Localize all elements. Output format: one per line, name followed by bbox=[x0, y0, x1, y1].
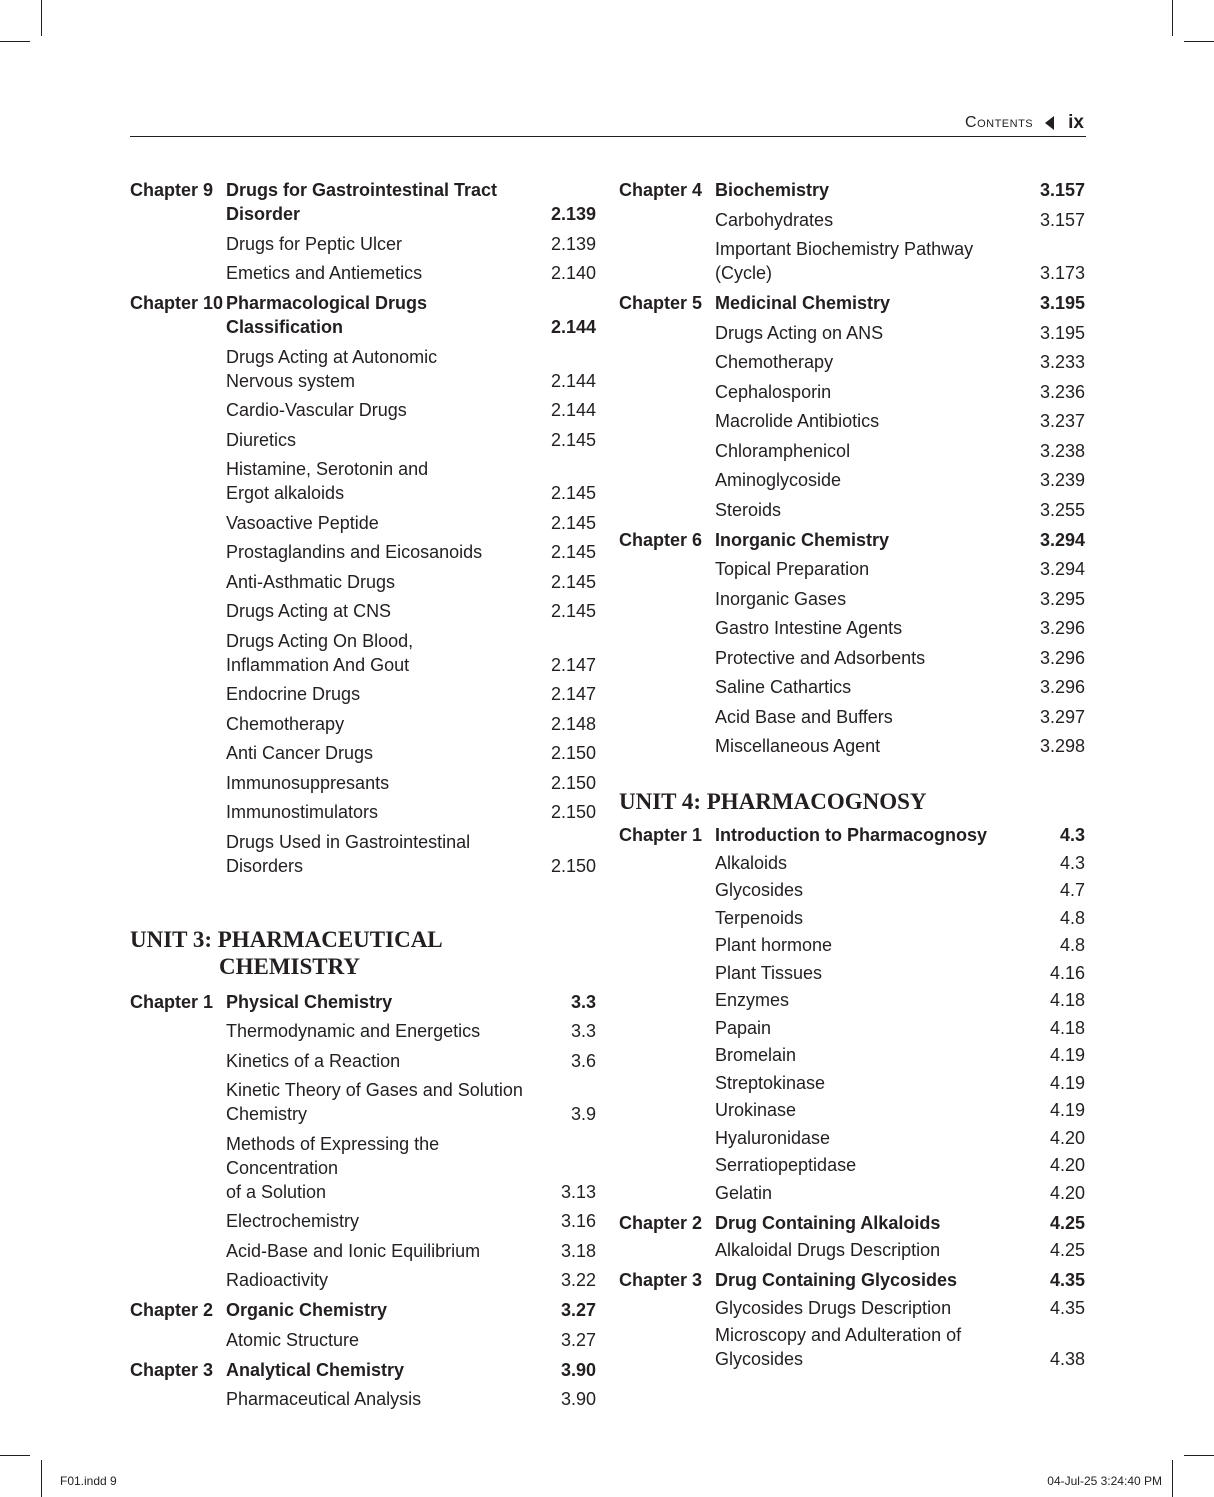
crop-mark bbox=[0, 1455, 30, 1456]
chapter-page: 3.90 bbox=[560, 1359, 596, 1380]
section-entry bbox=[619, 587, 1085, 611]
section-title bbox=[226, 629, 534, 677]
section-title-line: Kinetic Theory of Gases and Solution bbox=[226, 1080, 523, 1100]
chapter-page: 3.294 bbox=[1039, 529, 1085, 550]
chapter-title: Organic Chemistry bbox=[226, 1300, 388, 1320]
section-entry bbox=[130, 800, 596, 824]
chapter-entry bbox=[619, 1268, 1085, 1292]
section-entry bbox=[130, 345, 596, 393]
section-title: Chloramphenicol bbox=[715, 440, 851, 461]
section-page: 3.238 bbox=[1039, 440, 1085, 461]
section-title: Urokinase bbox=[715, 1100, 797, 1120]
section-page: 3.233 bbox=[1039, 352, 1085, 372]
section-title-line: Ergot alkaloids bbox=[226, 483, 345, 503]
section-page: 4.19 bbox=[1049, 1100, 1085, 1120]
section-entry bbox=[619, 734, 1085, 758]
section-entry bbox=[130, 1019, 596, 1043]
crop-mark bbox=[0, 41, 30, 42]
section-entry bbox=[130, 570, 596, 594]
chapter-title bbox=[226, 178, 534, 226]
chapter-page: 2.139 bbox=[550, 204, 596, 224]
section-title: Anti Cancer Drugs bbox=[226, 743, 374, 763]
section-entry bbox=[619, 961, 1085, 985]
section-entry bbox=[130, 599, 596, 623]
section-title-line: Histamine, Serotonin and bbox=[226, 459, 429, 479]
crop-mark bbox=[1172, 0, 1173, 36]
chapter-label: Chapter 10 bbox=[130, 293, 224, 313]
section-page: 4.25 bbox=[1049, 1240, 1085, 1260]
section-page: 2.140 bbox=[550, 263, 596, 283]
section-title: Thermodynamic and Energetics bbox=[226, 1021, 481, 1041]
chapter-title-line: Pharmacological Drugs bbox=[226, 293, 428, 313]
chapter-page: 3.157 bbox=[1039, 180, 1085, 200]
chapter-entry bbox=[619, 823, 1085, 847]
section-entry bbox=[619, 409, 1085, 433]
section-page: 4.3 bbox=[1059, 852, 1085, 873]
section-title: Drugs Acting on ANS bbox=[715, 322, 884, 343]
section-page: 4.18 bbox=[1049, 1017, 1085, 1038]
section-entry bbox=[619, 208, 1085, 232]
section-page: 3.237 bbox=[1039, 411, 1085, 431]
section-title: Chemotherapy bbox=[226, 713, 345, 734]
crop-mark bbox=[1184, 1455, 1214, 1456]
unit-heading bbox=[619, 788, 1085, 815]
section-entry bbox=[619, 988, 1085, 1012]
section-entry bbox=[619, 1043, 1085, 1067]
section-entry bbox=[619, 439, 1085, 463]
chapter-title: Medicinal Chemistry bbox=[715, 293, 891, 313]
section-title bbox=[226, 1078, 534, 1126]
section-entry bbox=[130, 511, 596, 535]
section-title: Macrolide Antibiotics bbox=[715, 411, 880, 431]
chapter-label: Chapter 5 bbox=[619, 293, 703, 313]
unit-heading-line: UNIT 4: PHARMACOGNOSY bbox=[619, 789, 927, 814]
section-title: Drugs for Peptic Ulcer bbox=[226, 233, 403, 254]
section-page: 3.239 bbox=[1039, 470, 1085, 490]
section-entry bbox=[130, 261, 596, 285]
section-entry bbox=[619, 321, 1085, 345]
section-entry bbox=[130, 771, 596, 795]
running-header bbox=[130, 108, 1086, 137]
section-title-line: Nervous system bbox=[226, 370, 356, 391]
chapter-page: 3.195 bbox=[1039, 293, 1085, 313]
section-page: 4.18 bbox=[1049, 990, 1085, 1010]
section-entry bbox=[619, 906, 1085, 930]
section-page: 2.139 bbox=[550, 233, 596, 254]
crop-mark bbox=[1172, 1460, 1173, 1497]
section-title: Glycosides Drugs Description bbox=[715, 1297, 952, 1318]
section-page: 4.19 bbox=[1049, 1045, 1085, 1065]
section-page: 2.147 bbox=[550, 654, 596, 675]
section-title-line: Glycosides bbox=[715, 1349, 804, 1369]
section-title: Kinetics of a Reaction bbox=[226, 1050, 401, 1071]
chapter-title: Inorganic Chemistry bbox=[715, 529, 890, 550]
chapter-entry bbox=[619, 291, 1085, 315]
section-title-line: Drugs Acting at Autonomic bbox=[226, 346, 438, 367]
chapter-title: Physical Chemistry bbox=[226, 991, 393, 1012]
section-entry bbox=[619, 705, 1085, 729]
section-page: 2.148 bbox=[550, 713, 596, 734]
section-page: 4.20 bbox=[1049, 1127, 1085, 1148]
section-entry bbox=[619, 557, 1085, 581]
section-entry bbox=[619, 1296, 1085, 1320]
section-title: Plant hormone bbox=[715, 935, 833, 955]
section-title: Prostaglandins and Eicosanoids bbox=[226, 542, 483, 562]
unit-heading bbox=[130, 926, 596, 980]
section-entry bbox=[130, 1328, 596, 1352]
crop-mark bbox=[1184, 41, 1214, 42]
section-entry bbox=[130, 398, 596, 422]
section-title: Glycosides bbox=[715, 880, 804, 900]
section-entry bbox=[130, 682, 596, 706]
section-title bbox=[226, 345, 534, 393]
right-column bbox=[619, 178, 1085, 1371]
section-page: 3.296 bbox=[1039, 618, 1085, 638]
section-title: Vasoactive Peptide bbox=[226, 512, 379, 533]
section-page: 4.19 bbox=[1049, 1072, 1085, 1093]
section-title: Terpenoids bbox=[715, 907, 804, 928]
section-page: 2.150 bbox=[550, 743, 596, 763]
section-title bbox=[715, 1323, 1023, 1371]
chapter-label: Chapter 2 bbox=[619, 1212, 703, 1233]
chapter-page: 4.3 bbox=[1059, 825, 1085, 845]
section-entry bbox=[130, 1078, 596, 1126]
chapter-entry bbox=[619, 528, 1085, 552]
section-page: 2.145 bbox=[550, 429, 596, 450]
chapter-page: 3.3 bbox=[570, 991, 596, 1012]
section-page: 3.3 bbox=[570, 1021, 596, 1041]
section-page: 3.296 bbox=[1039, 647, 1085, 668]
chapter-entry bbox=[619, 1211, 1085, 1235]
section-entry bbox=[619, 350, 1085, 374]
chapter-page: 3.27 bbox=[560, 1300, 596, 1320]
left-column bbox=[130, 178, 596, 1411]
section-page: 2.145 bbox=[550, 601, 596, 621]
section-entry bbox=[619, 1098, 1085, 1122]
section-page: 4.8 bbox=[1059, 935, 1085, 955]
section-entry bbox=[619, 1153, 1085, 1177]
section-page: 3.90 bbox=[560, 1389, 596, 1409]
section-entry bbox=[619, 1016, 1085, 1040]
section-entry bbox=[130, 1268, 596, 1292]
chapter-label: Chapter 1 bbox=[619, 825, 703, 845]
section-page: 3.157 bbox=[1039, 209, 1085, 230]
section-page: 2.145 bbox=[550, 512, 596, 533]
section-title: Serratiopeptidase bbox=[715, 1155, 857, 1175]
section-title: Endocrine Drugs bbox=[226, 684, 361, 704]
section-title: Protective and Adsorbents bbox=[715, 647, 926, 668]
section-entry bbox=[619, 1071, 1085, 1095]
crop-mark bbox=[41, 1460, 42, 1497]
section-page: 4.20 bbox=[1049, 1155, 1085, 1175]
section-entry bbox=[130, 741, 596, 765]
section-page: 4.38 bbox=[1049, 1349, 1085, 1369]
left-triangle-icon bbox=[1045, 116, 1054, 130]
section-title-line: Methods of Expressing the Concentration bbox=[226, 1133, 440, 1178]
section-title: Atomic Structure bbox=[226, 1329, 360, 1350]
section-title: Acid Base and Buffers bbox=[715, 706, 893, 727]
section-entry bbox=[130, 1132, 596, 1204]
unit-heading-line: CHEMISTRY bbox=[219, 953, 361, 979]
section-page: 3.173 bbox=[1039, 263, 1085, 283]
section-page: 4.8 bbox=[1059, 907, 1085, 928]
section-title-line: Microscopy and Adulteration of bbox=[715, 1325, 962, 1345]
section-title: Plant Tissues bbox=[715, 962, 823, 983]
section-title: Cardio-Vascular Drugs bbox=[226, 400, 407, 420]
chapter-title-line: Disorder bbox=[226, 204, 301, 224]
footer-timestamp: 04-Jul-25 3:24:40 PM bbox=[1047, 1474, 1162, 1488]
section-title: Emetics and Antiemetics bbox=[226, 263, 423, 283]
section-title: Steroids bbox=[715, 499, 782, 520]
section-title bbox=[226, 457, 534, 505]
section-page: 3.236 bbox=[1039, 381, 1085, 402]
header-label: Contents bbox=[965, 114, 1034, 131]
chapter-label: Chapter 6 bbox=[619, 529, 703, 550]
section-page: 2.150 bbox=[550, 802, 596, 822]
section-page: 4.35 bbox=[1049, 1297, 1085, 1318]
chapter-entry bbox=[130, 291, 596, 339]
section-entry bbox=[619, 1181, 1085, 1205]
section-title-line: Drugs Acting On Blood, bbox=[226, 630, 414, 651]
chapter-page: 4.25 bbox=[1049, 1212, 1085, 1233]
section-title: Chemotherapy bbox=[715, 352, 834, 372]
section-page: 2.147 bbox=[550, 684, 596, 704]
section-title: Acid-Base and Ionic Equilibrium bbox=[226, 1240, 481, 1261]
section-entry bbox=[130, 1239, 596, 1263]
section-page: 3.296 bbox=[1039, 677, 1085, 697]
section-page: 3.6 bbox=[570, 1050, 596, 1071]
section-page: 3.298 bbox=[1039, 736, 1085, 756]
section-entry bbox=[619, 237, 1085, 285]
section-title: Gastro Intestine Agents bbox=[715, 618, 903, 638]
section-title: Topical Preparation bbox=[715, 559, 870, 579]
section-entry bbox=[619, 646, 1085, 670]
chapter-title bbox=[226, 291, 534, 339]
section-title: Radioactivity bbox=[226, 1270, 329, 1290]
section-title: Immunosuppresants bbox=[226, 772, 390, 793]
section-title-line: (Cycle) bbox=[715, 263, 772, 283]
section-page: 3.16 bbox=[560, 1211, 596, 1231]
section-title-line: Drugs Used in Gastrointestinal bbox=[226, 831, 471, 852]
chapter-entry bbox=[619, 178, 1085, 202]
section-entry bbox=[619, 1126, 1085, 1150]
section-entry bbox=[130, 629, 596, 677]
section-entry bbox=[130, 428, 596, 452]
section-title: Aminoglycoside bbox=[715, 470, 842, 490]
section-title: Papain bbox=[715, 1017, 772, 1038]
chapter-entry bbox=[130, 1358, 596, 1382]
section-title: Gelatin bbox=[715, 1182, 773, 1203]
section-title bbox=[226, 1132, 534, 1204]
chapter-label: Chapter 2 bbox=[130, 1300, 214, 1320]
section-page: 2.150 bbox=[550, 855, 596, 876]
crop-mark bbox=[41, 0, 42, 36]
chapter-label: Chapter 3 bbox=[130, 1359, 214, 1380]
section-title-line: Chemistry bbox=[226, 1104, 308, 1124]
section-page: 3.295 bbox=[1039, 588, 1085, 609]
section-title: Immunostimulators bbox=[226, 802, 379, 822]
section-page: 2.144 bbox=[550, 370, 596, 391]
chapter-entry bbox=[130, 1298, 596, 1322]
section-title-line: of a Solution bbox=[226, 1181, 327, 1202]
section-entry bbox=[619, 878, 1085, 902]
section-entry bbox=[619, 468, 1085, 492]
section-title: Diuretics bbox=[226, 429, 297, 450]
section-title: Hyaluronidase bbox=[715, 1127, 831, 1148]
section-title: Streptokinase bbox=[715, 1072, 826, 1093]
section-page: 2.145 bbox=[550, 571, 596, 592]
section-entry bbox=[619, 498, 1085, 522]
section-title: Bromelain bbox=[715, 1045, 797, 1065]
chapter-label: Chapter 3 bbox=[619, 1270, 703, 1290]
section-entry bbox=[130, 712, 596, 736]
section-title: Drugs Acting at CNS bbox=[226, 601, 392, 621]
section-title: Cephalosporin bbox=[715, 381, 832, 402]
section-title: Alkaloids bbox=[715, 852, 788, 873]
chapter-entry bbox=[130, 990, 596, 1014]
section-page: 3.195 bbox=[1039, 322, 1085, 343]
section-page: 3.13 bbox=[560, 1181, 596, 1202]
chapter-label: Chapter 1 bbox=[130, 991, 214, 1012]
chapter-label: Chapter 4 bbox=[619, 180, 703, 200]
chapter-title-line: Drugs for Gastrointestinal Tract bbox=[226, 180, 498, 200]
section-page: 3.294 bbox=[1039, 559, 1085, 579]
section-page: 3.9 bbox=[570, 1104, 596, 1124]
section-entry bbox=[619, 851, 1085, 875]
section-title: Enzymes bbox=[715, 990, 790, 1010]
chapter-title: Drug Containing Glycosides bbox=[715, 1270, 958, 1290]
section-title: Alkaloidal Drugs Description bbox=[715, 1240, 941, 1260]
section-page: 2.145 bbox=[550, 542, 596, 562]
chapter-title: Biochemistry bbox=[715, 180, 830, 200]
unit-heading-line: UNIT 3: PHARMACEUTICAL bbox=[130, 926, 443, 952]
section-entry bbox=[619, 933, 1085, 957]
section-title-line: Disorders bbox=[226, 855, 304, 876]
section-page: 2.144 bbox=[550, 400, 596, 420]
section-title: Anti-Asthmatic Drugs bbox=[226, 571, 396, 592]
section-title bbox=[715, 237, 1023, 285]
section-entry bbox=[619, 616, 1085, 640]
section-title bbox=[226, 830, 534, 878]
section-title: Pharmaceutical Analysis bbox=[226, 1389, 422, 1409]
section-page: 3.18 bbox=[560, 1240, 596, 1261]
section-page: 4.16 bbox=[1049, 962, 1085, 983]
section-title: Saline Cathartics bbox=[715, 677, 852, 697]
section-page: 3.297 bbox=[1039, 706, 1085, 727]
section-title: Carbohydrates bbox=[715, 209, 834, 230]
section-entry bbox=[130, 1387, 596, 1411]
chapter-title-line: Classification bbox=[226, 317, 344, 337]
chapter-page: 4.35 bbox=[1049, 1270, 1085, 1290]
section-entry bbox=[130, 1209, 596, 1233]
section-page: 3.255 bbox=[1039, 499, 1085, 520]
section-entry bbox=[130, 457, 596, 505]
section-page: 4.20 bbox=[1049, 1182, 1085, 1203]
section-entry bbox=[619, 380, 1085, 404]
section-title: Inorganic Gases bbox=[715, 588, 847, 609]
chapter-label: Chapter 9 bbox=[130, 180, 214, 200]
section-entry bbox=[130, 540, 596, 564]
section-title: Electrochemistry bbox=[226, 1211, 360, 1231]
section-page: 3.27 bbox=[560, 1329, 596, 1350]
section-page: 2.150 bbox=[550, 772, 596, 793]
chapter-title: Analytical Chemistry bbox=[226, 1359, 405, 1380]
chapter-title: Drug Containing Alkaloids bbox=[715, 1212, 941, 1233]
chapter-entry bbox=[130, 178, 596, 226]
section-entry bbox=[130, 1049, 596, 1073]
section-title: Miscellaneous Agent bbox=[715, 736, 881, 756]
section-title-line: Important Biochemistry Pathway bbox=[715, 239, 974, 259]
page-number: ix bbox=[1068, 112, 1084, 133]
footer-filename: F01.indd 9 bbox=[60, 1474, 117, 1488]
chapter-page: 2.144 bbox=[550, 317, 596, 337]
chapter-title: Introduction to Pharmacognosy bbox=[715, 825, 988, 845]
section-entry bbox=[130, 232, 596, 256]
section-entry bbox=[619, 1323, 1085, 1371]
section-entry bbox=[619, 675, 1085, 699]
section-entry bbox=[130, 830, 596, 878]
section-entry bbox=[619, 1238, 1085, 1262]
section-page: 2.145 bbox=[550, 483, 596, 503]
section-page: 4.7 bbox=[1059, 880, 1085, 900]
section-title-line: Inflammation And Gout bbox=[226, 654, 410, 675]
section-page: 3.22 bbox=[560, 1270, 596, 1290]
